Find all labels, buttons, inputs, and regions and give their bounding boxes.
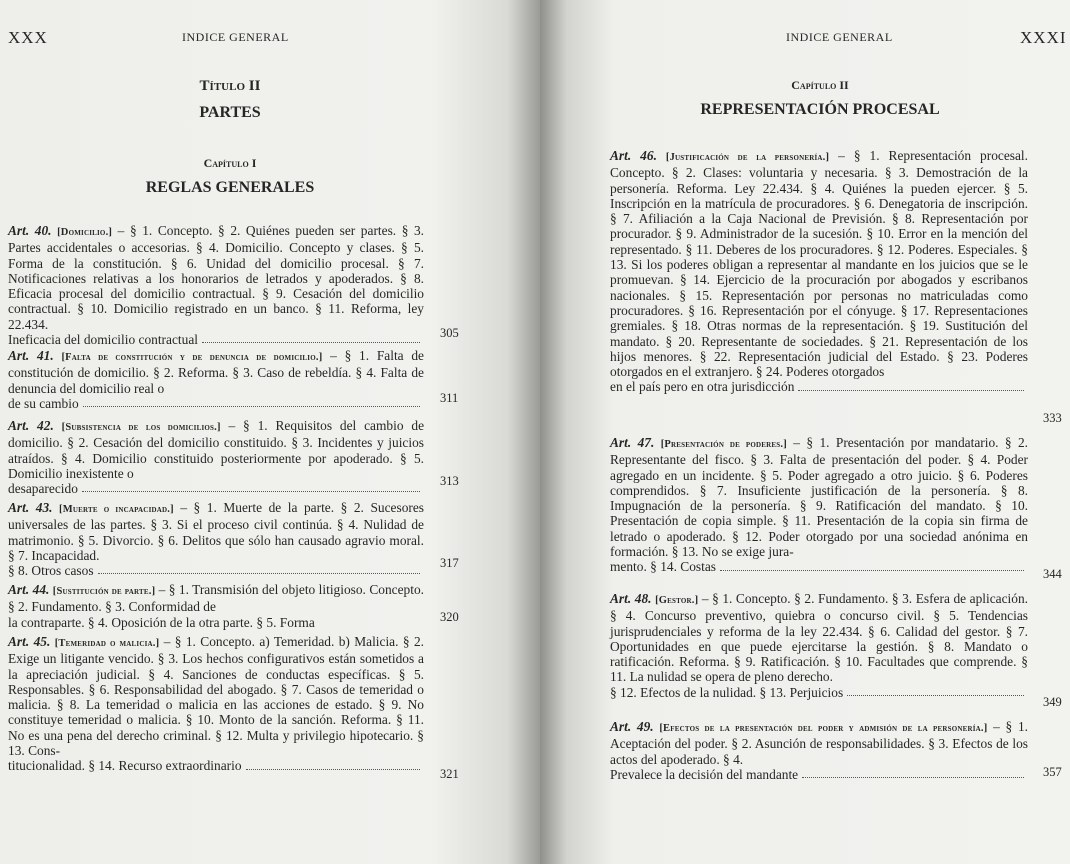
titulo-name: PARTES	[199, 104, 261, 121]
article-topic: [Falta de constitución y de denuncia de domicilio.]	[61, 352, 323, 363]
toc-entry	[8, 348, 424, 411]
article-summary: – § 1. Concepto. § 2. Fundamento. § 3. Esfera de aplicación. § 4. Concurso preventivo, quiebra o concurso civil. § 5. Tendencias jurisprudenciales y reforma de la ley 22.434. § 6. Calidad del gestor. § 7. Oportunidades en que puede ejercitarse la gestión. § 8. Mandato o ratificación. Reforma. § 9. Ratificación. § 10. Facultades que comprende. § 11. La nulidad se opera de pleno derecho.	[610, 591, 1029, 685]
article-summary-end: Prevalece la decisión del mandante	[610, 766, 799, 782]
article-topic: [Domicilio.]	[57, 227, 113, 238]
entry-page-number: 321	[440, 767, 459, 781]
capitulo-label: Capítulo I	[203, 156, 257, 170]
article-summary: – § 1. Falta de constitución de domicilio. § 2. Reforma. § 3. Caso de rebeldía. § 4. Falta de denuncia del domicilio real o	[8, 348, 424, 396]
article-number: Art. 40.	[8, 223, 52, 238]
article-number: Art. 46.	[610, 148, 657, 163]
dot-leader	[202, 342, 420, 343]
article-summary: – § 1. Concepto. a) Temeridad. b) Malicia. § 2. Exige un litigante vencido. § 3. Los hechos configurativos están sometidos a la apreciación judicial. § 4. Sanciones de conductas específicas. § 5. Responsables. § 6. Responsabilidad del abogado. § 7. Casos de temeridad o malicia. § 8. La temeridad o malicia en las acciones de estado. § 9. No constituye temeridad o malicia. § 10. Monto de la sanción. Reforma. § 11. No es una pena del derecho criminal. § 12. Multa y privilegio hipotecario. § 13. Cons-	[8, 634, 424, 759]
article-number: Art. 45.	[8, 634, 51, 649]
page-number: XXX	[8, 28, 48, 47]
capitulo-label: Capítulo II	[791, 78, 849, 92]
article-topic: [Temeridad o malicia.]	[54, 638, 160, 649]
dot-leader	[82, 491, 420, 492]
toc-entry	[610, 591, 1028, 700]
toc-entry	[8, 418, 424, 496]
article-summary: – § 1. Representación procesal. Concepto. § 2. Clases: voluntaria y necesaria. § 3. Demostración de la personería. Reforma. Ley 22.434. § 4. Quiénes la pueden ejercer. § 5. Inscripción en la matrícula de procuradores. § 6. Denegatoria de inscripción. § 7. Afiliación a la Caja Nacional de Previsión. § 8. Representación por procurador. § 9. Administrador de la sucesión. § 10. Error en la mención del representado. § 11. Deberes de los procuradores. § 12. Poderes. Especiales. § 13. Si los poderes obligan a representar al mandante en los juicios que se le promuevan. § 14. Ejercicio de la procuración por abogados y escribanos nacionales. § 15. Representación por personas no matriculadas como procuradores. § 16. Representación por el cónyuge. § 17. Representaciones gremiales. § 18. Otras normas de la representación. § 19. Sustitución del mandato. § 20. Representante de sociedades. § 21. Representación de los hijos menores. § 22. Representación judicial del Estado. § 23. Poderes otorgados en el extranjero. § 24. Poderes otorgados	[610, 148, 1028, 380]
toc-entry	[8, 634, 424, 774]
dot-leader	[246, 769, 420, 770]
capitulo-name: REPRESENTACIÓN PROCESAL	[700, 101, 940, 118]
article-topic: [Justificación de la personería.]	[665, 152, 830, 163]
entry-page-number: 320	[440, 610, 459, 624]
entry-page-number: 317	[440, 556, 459, 570]
toc-entry	[610, 148, 1028, 395]
article-summary: – § 1. Presentación por mandatario. § 2. Representante del fisco. § 3. Falta de presentación del poder. § 4. Poder agregado en un incidente. § 5. Poder agregado a otro juicio. § 6. Poderes comprendidos. § 7. Insuficiente justificación de la personería. § 8. Impugnación de la personería. § 9. Ratificación del mandato. § 10. Presentación de copia simple. § 11. Presentación de la copia sin firma de letrado o apoderado. § 12. Poder otorgado por una sociedad anónima en formación. § 13. No se exige jura-	[610, 435, 1028, 560]
article-number: Art. 43.	[8, 500, 53, 515]
toc-entry	[8, 582, 424, 630]
article-topic: [Gestor.]	[655, 595, 699, 606]
dot-leader	[798, 390, 1024, 391]
toc-entry	[610, 435, 1028, 575]
article-topic: [Subsistencia de los domicilios.]	[61, 422, 221, 433]
article-summary-end: mento. § 14. Costas	[610, 559, 717, 575]
entry-page-number: 305	[440, 326, 459, 340]
toc-entry	[8, 223, 424, 347]
page-number: XXXI	[1020, 28, 1067, 47]
entry-page-number: 313	[440, 474, 459, 488]
article-topic: [Efectos de la presentación del poder y admisión de la personería.]	[659, 723, 988, 734]
article-number: Art. 44.	[8, 582, 50, 597]
dot-leader	[98, 573, 420, 574]
article-summary-end: de su cambio	[8, 395, 79, 411]
article-summary: – § 1. Aceptación del poder. § 2. Asunción de responsabilidades. § 3. Efectos de los actos del apoderado. § 4.	[610, 719, 1028, 767]
running-head: INDICE GENERAL	[182, 30, 289, 44]
article-number: Art. 42.	[8, 418, 54, 433]
entry-page-number: 344	[1043, 567, 1062, 581]
entry-page-number: 311	[440, 391, 459, 405]
article-number: Art. 41.	[8, 348, 54, 363]
entry-page-number: 357	[1043, 765, 1062, 779]
article-number: Art. 47.	[610, 435, 655, 450]
entry-page-number: 349	[1043, 695, 1062, 709]
toc-entry	[610, 719, 1028, 782]
article-topic: [Presentación de poderes.]	[660, 439, 787, 450]
article-summary-end: desaparecido	[8, 481, 78, 497]
running-head: INDICE GENERAL	[786, 30, 893, 44]
article-summary: – § 1. Muerte de la parte. § 2. Sucesores universales de las partes. § 3. Si el proceso civil continúa. § 4. Nulidad de matrimonio. § 5. Divorcio. § 6. Delitos que sólo han causado agravio moral. § 7. Incapacidad.	[8, 500, 425, 563]
dot-leader	[847, 695, 1024, 696]
article-summary-end: titucionalidad. § 14. Recurso extraordinario	[8, 758, 242, 774]
article-topic: [Sustitución de parte.]	[52, 586, 156, 597]
article-summary-end: la contraparte. § 4. Oposición de la otra parte. § 5. Forma	[8, 614, 315, 630]
dot-leader	[83, 406, 420, 407]
entry-page-number: 333	[1043, 411, 1062, 425]
article-number: Art. 48.	[610, 591, 652, 606]
titulo-label: Título II	[199, 78, 261, 94]
capitulo-name: REGLAS GENERALES	[145, 179, 315, 196]
toc-entry	[8, 500, 424, 578]
article-summary: – § 1. Concepto. § 2. Quiénes pueden ser partes. § 3. Partes accidentales o accesorias. § 4. Domicilio. Concepto y clases. § 5. Forma de la constitución. § 6. Unidad del domicilio procesal. § 7. Notificaciones relativas a los honorarios de letrados y apoderados. § 8. Eficacia procesal del domicilio contractual. § 9. Cesación del domicilio contractual. § 10. Domicilio registrado en un banco. § 11. Reforma, ley 22.434.	[8, 223, 425, 332]
article-summary-end: § 12. Efectos de la nulidad. § 13. Perjuicios	[610, 684, 844, 700]
right-page	[540, 0, 1070, 864]
article-summary-end: Ineficacia del domicilio contractual	[8, 332, 198, 348]
article-summary-end: en el país pero en otra jurisdicción	[610, 379, 795, 395]
article-topic: [Muerte o incapacidad.]	[59, 504, 174, 515]
dot-leader	[720, 570, 1024, 571]
article-summary: – § 1. Requisitos del cambio de domicilio. § 2. Cesación del domicilio constituido. § 3. Incidentes y juicios atraídos. § 4. Domicilio constituido posteriormente por apoderado. § 5. Domicilio inexistente o	[8, 418, 425, 481]
article-number: Art. 49.	[610, 719, 654, 734]
article-summary-end: § 8. Otros casos	[8, 563, 94, 579]
article-summary: – § 1. Transmisión del objeto litigioso. Concepto. § 2. Fundamento. § 3. Conformidad de	[8, 582, 424, 615]
dot-leader	[802, 777, 1024, 778]
